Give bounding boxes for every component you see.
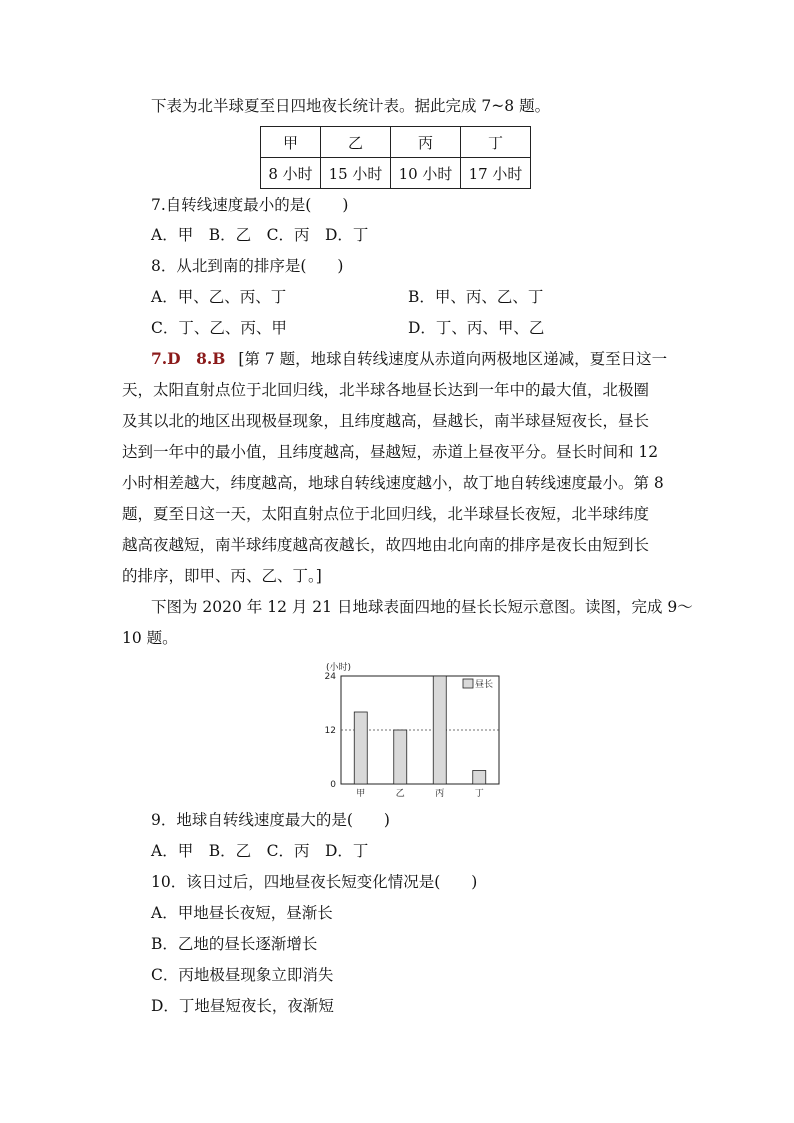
y-tick-label: 12 (324, 726, 336, 736)
question-8-option-c: C．丁、乙、丙、甲 (151, 319, 287, 337)
question-7-options: A．甲 B．乙 C．丙 D．丁 (151, 226, 369, 244)
explanation-text: [第 7 题，地球自转线速度从赤道向两极地区递减，夏至日这一 (238, 350, 668, 368)
question-9-options: A．甲 B．乙 C．丙 D．丁 (151, 842, 369, 860)
question-10-option-b: B．乙地的昼长逐渐增长 (151, 935, 318, 953)
question-8-option-b: B．甲、丙、乙、丁 (408, 288, 544, 306)
table-cell: 10 小时 (391, 158, 461, 189)
question-7-stem: 7.自转线速度最小的是( ) (151, 196, 349, 214)
explanation-line: 的排序，即甲、丙、乙、丁。] (122, 567, 322, 585)
explanation-line: 小时相差越大，纬度越高，地球自转线速度越小，故丁地自转线速度最小。第 8 (122, 474, 664, 492)
bar-1 (354, 712, 367, 784)
x-labels-group (356, 788, 484, 799)
x-tick-label: 甲 (356, 789, 366, 799)
y-axis-unit: (小时) (326, 663, 352, 673)
y-tick-label: 0 (330, 780, 336, 790)
table-cell: 17 小时 (461, 158, 531, 189)
question-10-option-a: A．甲地昼长夜短，昼渐长 (151, 904, 333, 922)
table-cell: 15 小时 (321, 158, 391, 189)
answer-key: 7.D 8.B (151, 349, 226, 368)
explanation-line: 天，太阳直射点位于北回归线，北半球各地昼长达到一年中的最大值，北极圈 (122, 381, 650, 399)
table-header-row (261, 127, 531, 158)
day-length-bar-chart (320, 656, 510, 802)
bar-3 (433, 676, 446, 784)
question-10-option-d: D．丁地昼短夜长，夜渐短 (151, 997, 334, 1015)
question-8-option-d: D．丁、丙、甲、乙 (408, 319, 545, 337)
x-tick-label: 乙 (395, 789, 405, 799)
x-tick-label: 丙 (435, 789, 445, 799)
explanation-line: 达到一年中的最小值，且纬度越高，昼越短，赤道上昼夜平分。昼长时间和 12 (122, 443, 659, 461)
question-8-stem: 8．从北到南的排序是( ) (151, 257, 344, 275)
table-cell: 8 小时 (261, 158, 321, 189)
table-header-cell: 甲 (261, 127, 321, 158)
intro-7-8: 下表为北半球夏至日四地夜长统计表。据此完成 7~8 题。 (151, 97, 551, 115)
question-9-stem: 9．地球自转线速度最大的是( ) (151, 811, 390, 829)
table-row (261, 158, 531, 189)
legend-swatch (463, 679, 473, 688)
table-header-cell: 丙 (391, 127, 461, 158)
question-10-stem: 10．该日过后，四地昼夜长短变化情况是( ) (151, 873, 478, 891)
explanation-line: 越高夜越短，南半球纬度越高夜越长，故四地由北向南的排序是夜长由短到长 (122, 536, 650, 554)
intro-9-10-line-1: 下图为 2020 年 12 月 21 日地球表面四地的昼长长短示意图。读图，完成 9～ (151, 598, 693, 616)
table-header-cell: 丁 (461, 127, 531, 158)
explanation-line: 及其以北的地区出现极昼现象，且纬度越高，昼越长，南半球昼短夜长，昼长 (122, 412, 650, 430)
bar-2 (394, 730, 407, 784)
explanation-line: 题，夏至日这一天，太阳直射点位于北回归线，北半球昼长夜短，北半球纬度 (122, 505, 650, 523)
x-tick-label: 丁 (474, 789, 484, 799)
legend-label: 昼长 (475, 680, 494, 690)
question-8-option-a: A．甲、乙、丙、丁 (151, 288, 287, 306)
table-header-cell: 乙 (321, 127, 391, 158)
night-length-table (260, 126, 531, 189)
bar-4 (473, 771, 486, 785)
question-10-option-c: C．丙地极昼现象立即消失 (151, 966, 334, 984)
intro-9-10-line-2: 10 题。 (122, 629, 178, 647)
y-tick-label: 24 (324, 672, 336, 682)
answer-line-1 (151, 349, 667, 369)
